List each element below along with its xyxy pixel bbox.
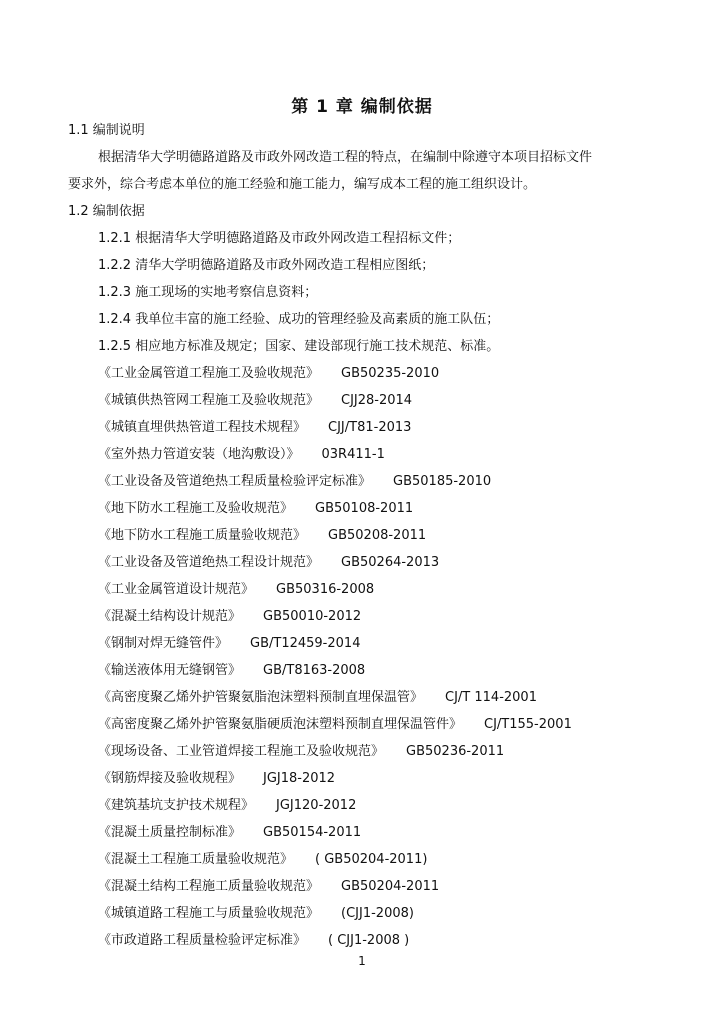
standard-code: CJJ/T81-2013 <box>328 420 412 435</box>
standard-item <box>98 608 361 626</box>
section-heading-1-2: 1.2 编制依据 <box>68 204 145 219</box>
standard-item <box>98 365 439 383</box>
chapter-title: 第 1 章 编制依据 <box>291 97 433 117</box>
standard-name: 《现场设备、工业管道焊接工程施工及验收规范》 <box>98 744 385 759</box>
paragraph-line: 要求外，综合考虑本单位的施工经验和施工能力，编写成本工程的施工组织设计。 <box>68 177 537 192</box>
standard-code: GB50236-2011 <box>406 744 505 759</box>
paragraph-line: 根据清华大学明德路道路及市政外网改造工程的特点，在编制中除遵守本项目招标文件 <box>98 150 593 165</box>
list-item: 1.2.2 清华大学明德路道路及市政外网改造工程相应图纸； <box>98 258 435 273</box>
standard-item <box>98 932 409 950</box>
standard-item <box>98 635 360 653</box>
standard-code: CJ/T155-2001 <box>484 717 572 732</box>
standard-item <box>98 851 427 869</box>
standard-name: 《工业设备及管道绝热工程质量检验评定标准》 <box>98 474 372 489</box>
list-item: 1.2.4 我单位丰富的施工经验、成功的管理经验及高素质的施工队伍； <box>98 312 500 327</box>
standard-name: 《混凝土结构工程施工质量验收规范》 <box>98 879 320 894</box>
standard-code: GB50264-2013 <box>341 555 440 570</box>
standard-code: GB50235-2010 <box>341 366 440 381</box>
standard-code: GB50208-2011 <box>328 528 427 543</box>
standard-name: 《钢制对焊无缝管件》 <box>98 636 229 651</box>
standard-item <box>98 554 439 572</box>
list-item: 1.2.5 相应地方标准及规定；国家、建设部现行施工技术规范、标准。 <box>98 339 500 354</box>
standard-item <box>98 392 412 410</box>
standard-name: 《地下防水工程施工质量验收规范》 <box>98 528 307 543</box>
standard-code: CJ/T 114-2001 <box>445 690 537 705</box>
standard-item <box>98 878 439 896</box>
list-item: 1.2.1 根据清华大学明德路道路及市政外网改造工程招标文件； <box>98 231 461 246</box>
standard-code: JGJ18-2012 <box>263 771 336 786</box>
standard-name: 《输送液体用无缝钢管》 <box>98 663 242 678</box>
standard-name: 《市政道路工程质量检验评定标准》 <box>98 933 307 948</box>
standard-item <box>98 500 413 518</box>
list-item: 1.2.3 施工现场的实地考察信息资料； <box>98 285 318 300</box>
standard-code: GB50185-2010 <box>393 474 492 489</box>
standard-code: ( CJJ1-2008 ) <box>328 933 410 948</box>
section-heading-1-1: 1.1 编制说明 <box>68 123 145 138</box>
standard-code: GB50010-2012 <box>263 609 362 624</box>
standard-name: 《城镇直埋供热管道工程技术规程》 <box>98 420 307 435</box>
standard-name: 《地下防水工程施工及验收规范》 <box>98 501 294 516</box>
standard-name: 《高密度聚乙烯外护管聚氨脂硬质泡沫塑料预制直埋保温管件》 <box>98 717 463 732</box>
standard-name: 《工业金属管道设计规范》 <box>98 582 255 597</box>
standard-item <box>98 716 572 734</box>
standard-item <box>98 419 411 437</box>
standard-code: GB/T8163-2008 <box>263 663 366 678</box>
standard-name: 《室外热力管道安装（地沟敷设）》 <box>98 447 300 462</box>
standard-item <box>98 824 361 842</box>
standard-item <box>98 527 426 545</box>
standard-name: 《城镇供热管网工程施工及验收规范》 <box>98 393 320 408</box>
standard-code: 03R411-1 <box>321 447 385 462</box>
standard-name: 《工业设备及管道绝热工程设计规范》 <box>98 555 320 570</box>
standard-name: 《混凝土质量控制标准》 <box>98 825 242 840</box>
standard-code: GB50316-2008 <box>276 582 375 597</box>
standard-item <box>98 473 491 491</box>
standard-item <box>98 905 414 923</box>
standard-code: GB50154-2011 <box>263 825 362 840</box>
standard-code: GB50204-2011 <box>341 879 440 894</box>
standard-item <box>98 662 365 680</box>
standard-item <box>98 797 356 815</box>
standard-name: 《混凝土结构设计规范》 <box>98 609 242 624</box>
standard-name: 《城镇道路工程施工与质量验收规范》 <box>98 906 320 921</box>
standard-name: 《钢筋焊接及验收规程》 <box>98 771 242 786</box>
standard-code: JGJ120-2012 <box>276 798 357 813</box>
standard-item <box>98 581 374 599</box>
standard-item <box>98 689 537 707</box>
standard-name: 《高密度聚乙烯外护管聚氨脂泡沫塑料预制直埋保温管》 <box>98 690 424 705</box>
standard-code: (CJJ1-2008) <box>341 906 414 921</box>
standard-item <box>98 770 335 788</box>
standard-item <box>98 743 504 761</box>
standard-name: 《工业金属管道工程施工及验收规范》 <box>98 366 320 381</box>
standard-code: GB50108-2011 <box>315 501 414 516</box>
standard-name: 《混凝土工程施工质量验收规范》 <box>98 852 294 867</box>
standard-item <box>98 446 385 464</box>
standard-code: ( GB50204-2011) <box>315 852 428 867</box>
standard-code: CJJ28-2014 <box>341 393 413 408</box>
page-number: 1 <box>358 954 366 968</box>
standard-code: GB/T12459-2014 <box>250 636 361 651</box>
standard-name: 《建筑基坑支护技术规程》 <box>98 798 255 813</box>
